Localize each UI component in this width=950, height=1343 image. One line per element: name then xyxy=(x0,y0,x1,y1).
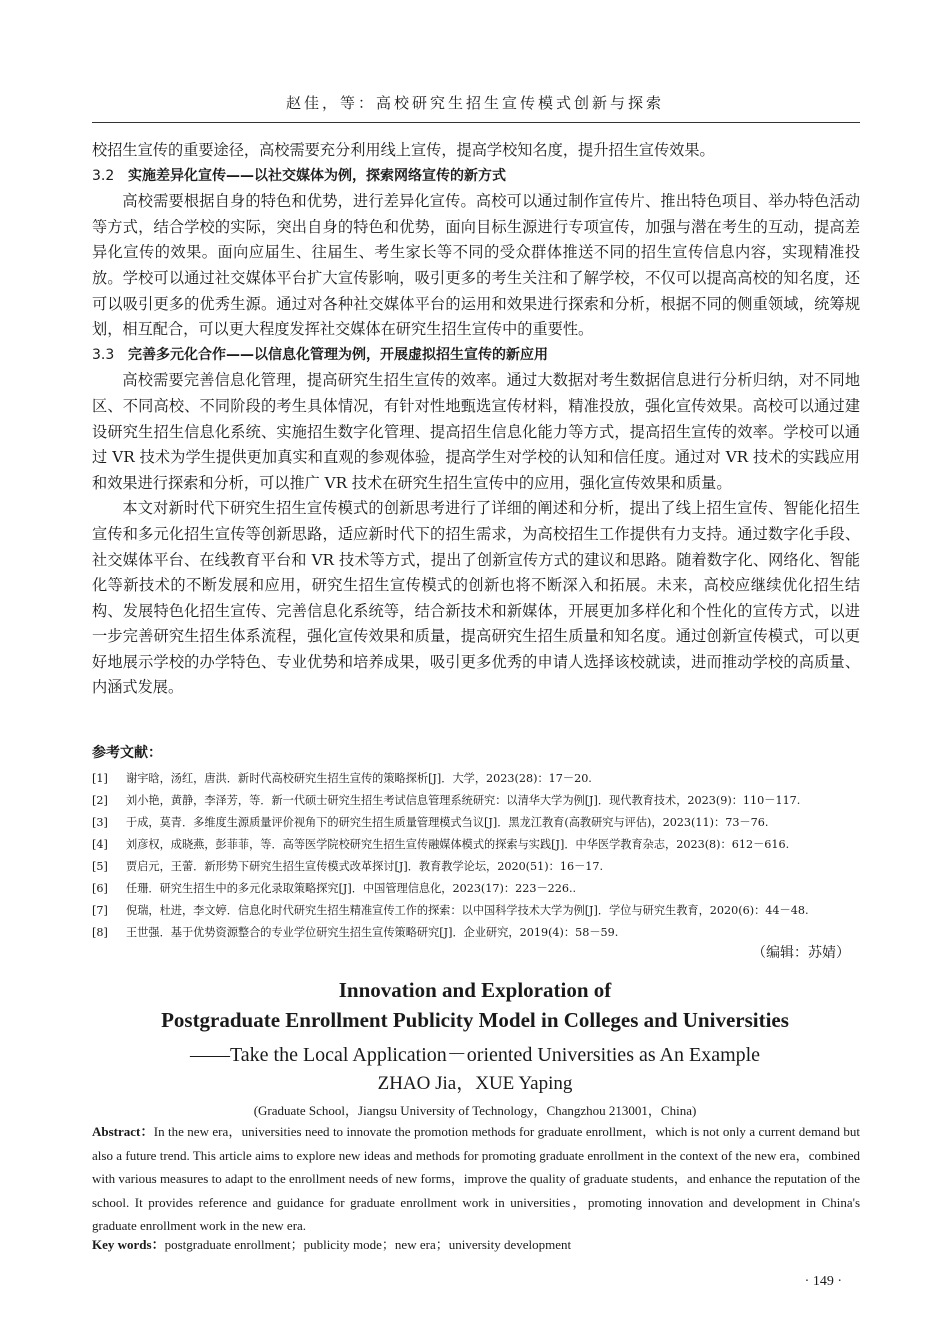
reference-item xyxy=(92,768,872,790)
reference-text: 任珊．研究生招生中的多元化录取策略探究[J]．中国管理信息化，2023(17)：223－226.. xyxy=(126,882,577,895)
reference-item xyxy=(92,900,872,922)
reference-text: 刘小艳，黄静，李泽芳，等．新一代硕士研究生招生考试信息管理系统研究：以清华大学为例[J]．现代教育技术，2023(9)：110－117. xyxy=(126,794,801,807)
running-head: 赵佳，等：高校研究生招生宣传模式创新与探索 xyxy=(285,94,664,112)
reference-text: 王世强．基于优势资源整合的专业学位研究生招生宣传策略研究[J]．企业研究，2019(4)：58－59. xyxy=(126,926,619,939)
section-heading-3-2 xyxy=(92,164,860,190)
english-authors: ZHAO Jia，XUE Yaping xyxy=(377,1073,573,1094)
page-number: · 149 · xyxy=(804,1274,842,1289)
reference-text: 刘彦权，成晓燕，彭菲菲，等．高等医学院校研究生招生宣传融媒体模式的探索与实践[J]．中华医学教育杂志，2023(8)：612－616. xyxy=(126,838,790,851)
english-subtitle: ——Take the Local Application－oriented Universities as An Example xyxy=(189,1044,761,1066)
reference-number: [7] xyxy=(92,904,108,917)
abstract-label: Abstract： xyxy=(92,1124,154,1139)
section-title: 实施差异化宣传——以社交媒体为例，探索网络宣传的新方式 xyxy=(128,167,506,184)
editor-note: （编辑：苏婧） xyxy=(752,945,850,961)
affiliation: (Graduate School，Jiangsu University of Technology，Changzhou 213001，China) xyxy=(253,1103,697,1118)
abstract-text: In the new era，universities need to innovate the promotion methods for graduate enrollment，which is not only a current demand but also a future trend. This article aims to explore new ideas and methods for promoting graduate enrollment in the context of the new era，combined with various measures to adapt to the enrollment needs of new forms，improve the quality of graduate students，and enhance the reputation of the school. It provides reference and guidance for graduate enrollment work in universities，promoting innovation and development in China's graduate enrollment work in the new era. xyxy=(92,1124,860,1233)
paragraph-continuation: 校招生宣传的重要途径，高校需要充分利用线上宣传，提高学校知名度，提升招生宣传效果。 xyxy=(92,141,715,159)
reference-item xyxy=(92,834,872,856)
reference-text: 倪瑞，杜进，李文婷．信息化时代研究生招生精准宣传工作的探索：以中国科学技术大学为例[J]．学位与研究生教育，2020(6)：44－48. xyxy=(126,904,809,917)
reference-item xyxy=(92,812,872,834)
english-keywords xyxy=(92,1234,860,1253)
keywords-label: Key words： xyxy=(92,1237,165,1252)
reference-item xyxy=(92,856,872,878)
section-number: 3.2 xyxy=(92,167,115,184)
section-number: 3.3 xyxy=(92,346,115,363)
keywords-text: postgraduate enrollment；publicity mode；new era；university development xyxy=(164,1237,572,1252)
reference-number: [6] xyxy=(92,882,108,895)
reference-number: [4] xyxy=(92,838,108,851)
reference-item xyxy=(92,790,872,812)
reference-text: 于成，莫青．多维度生源质量评价视角下的研究生招生质量管理模式刍议[J]．黑龙江教育(高教研究与评估)，2023(11)：73－76. xyxy=(126,816,769,829)
reference-number: [8] xyxy=(92,926,108,939)
section-title: 完善多元化合作——以信息化管理为例，开展虚拟招生宣传的新应用 xyxy=(128,346,548,363)
body-text xyxy=(92,138,860,701)
reference-text: 谢宇晗，汤红，唐洪．新时代高校研究生招生宣传的策略探析[J]．大学，2023(28)：17－20. xyxy=(126,772,592,785)
paragraph-conclusion: 本文对新时代下研究生招生宣传模式的创新思考进行了详细的阐述和分析，提出了线上招生宣传、智能化招生宣传和多元化招生宣传等创新思路，适应新时代下的招生需求，为高校招生工作提供有力支持。通过数字化手段、社交媒体平台、在线教育平台和 VR 技术等方式，提出了创新宣传方式的建议和思路。随着数字化、网络化、智能化等新技术的不断发展和应用，研究生招生宣传模式的创新也将不断深入和拓展。未来，高校应继续优化招生结构、发展特色化招生宣传、完善信息化系统等，结合新技术和新媒体，开展更加多样化和个性化的宣传方式，以进一步完善研究生招生体系流程，强化宣传效果和质量，提高研究生招生质量和知名度。通过创新宣传模式，可以更好地展示学校的办学特色、专业优势和培养成果，吸引更多优秀的申请人选择该校就读，进而推动学校的高质量、内涵式发展。 xyxy=(92,499,860,697)
header-rule xyxy=(92,122,860,123)
paragraph-3-3: 高校需要完善信息化管理，提高研究生招生宣传的效率。通过大数据对考生数据信息进行分析归纳，对不同地区、不同高校、不同阶段的考生具体情况，有针对性地甄选宣传材料，精准投放，强化宣传效果。高校可以通过建设研究生招生信息化系统、实施招生数字化管理、提高招生信息化能力等方式，提高招生宣传的效率。学校可以通过 VR 技术为学生提供更加真实和直观的参观体验，提高学生对学校的认知和信任度。通过对 VR 技术的实践应用和效果进行探索和分析，可以推广 VR 技术在研究生招生宣传中的应用，强化宣传效果和质量。 xyxy=(92,371,860,492)
reference-number: [1] xyxy=(92,772,108,785)
reference-text: 贾启元，王蕾．新形势下研究生招生宣传模式改革探讨[J]．教育教学论坛，2020(51)：16－17. xyxy=(126,860,604,873)
references-title: 参考文献： xyxy=(92,745,162,761)
paragraph-3-2: 高校需要根据自身的特色和优势，进行差异化宣传。高校可以通过制作宣传片、推出特色项目、举办特色活动等方式，结合学校的实际，突出自身的特色和优势，面向目标生源进行专项宣传，加强与潜在考生的互动，提高差异化宣传的效果。面向应届生、往届生、考生家长等不同的受众群体推送不同的招生宣传信息内容，实现精准投放。学校可以通过社交媒体平台扩大宣传影响，吸引更多的考生关注和了解学校，不仅可以提高高校的知名度，还可以吸引更多的优秀生源。通过对各种社交媒体平台的运用和效果进行探索和分析，根据不同的侧重领域，统筹规划，相互配合，可以更大程度发挥社交媒体在研究生招生宣传中的重要性。 xyxy=(92,192,860,339)
reference-number: [2] xyxy=(92,794,108,807)
english-title-line-1: Innovation and Exploration of xyxy=(338,978,612,1002)
section-heading-3-3 xyxy=(92,343,860,369)
references-list xyxy=(92,768,872,944)
reference-item xyxy=(92,878,872,900)
reference-number: [3] xyxy=(92,816,108,829)
reference-item xyxy=(92,922,872,944)
reference-number: [5] xyxy=(92,860,108,873)
english-title-line-2: Postgraduate Enrollment Publicity Model in Colleges and Universities xyxy=(161,1008,789,1032)
english-abstract xyxy=(92,1120,860,1238)
